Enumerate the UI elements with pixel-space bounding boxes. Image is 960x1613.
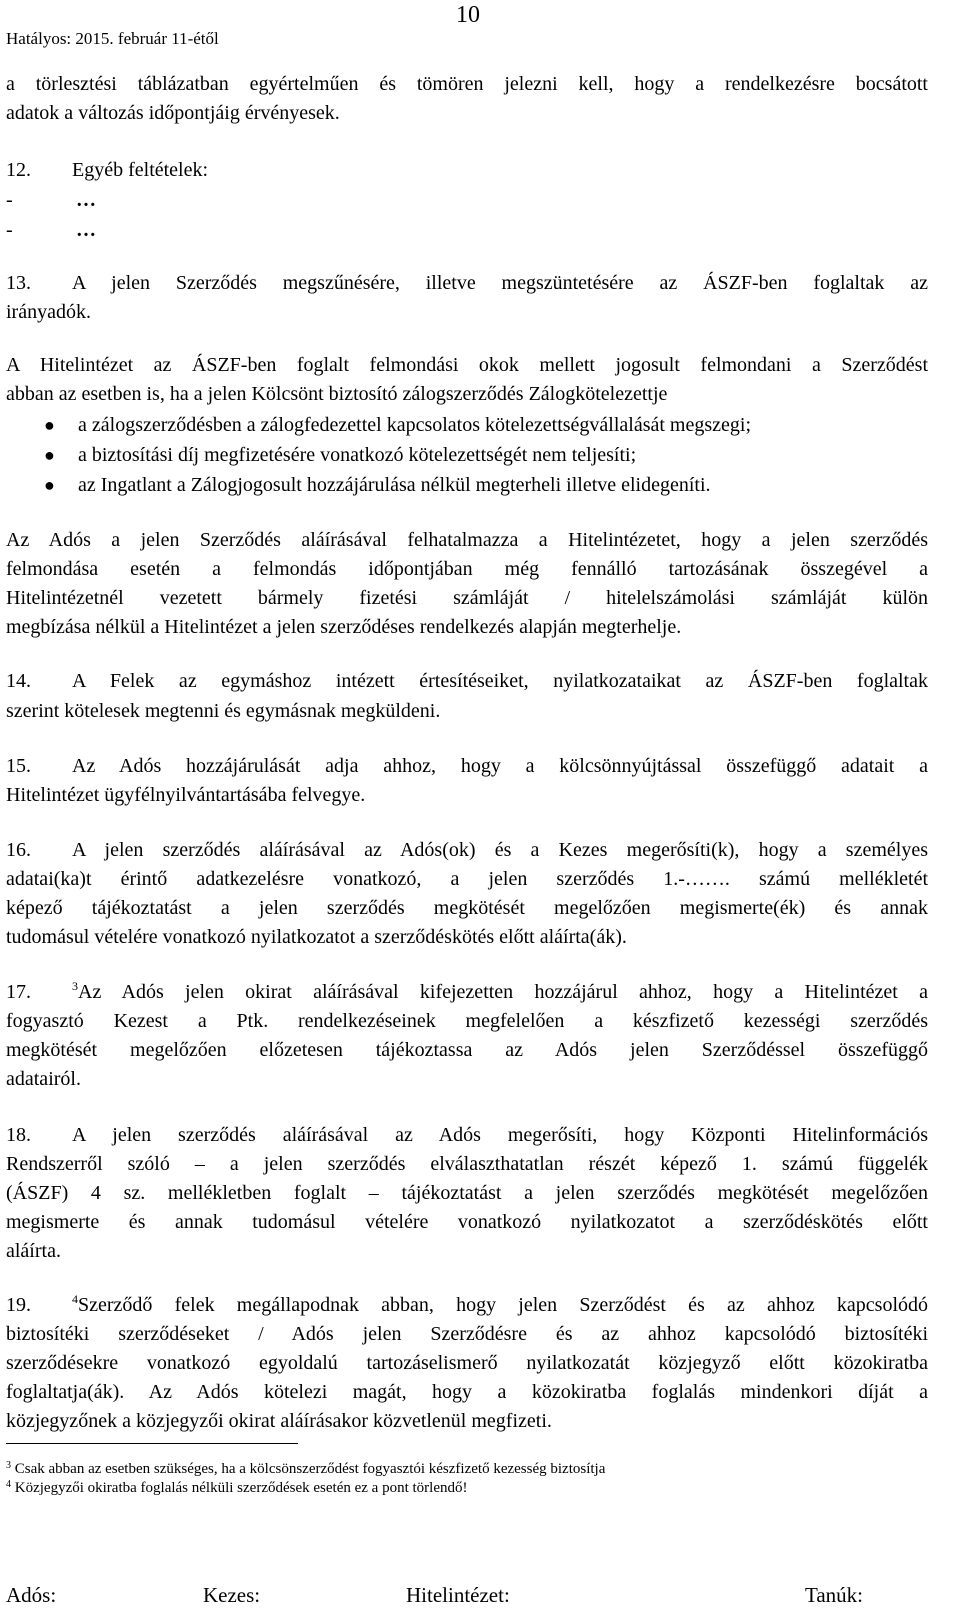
section-14-line — [6, 668, 928, 694]
section-text: A Felek az egymáshoz intézett értesítéseiket, nyilatkozataikat az ÁSZF-ben foglaltak — [72, 670, 928, 692]
section-12-heading — [6, 157, 928, 183]
footnote-text: Közjegyzői okiratba foglalás nélküli szerződések esetén ez a pont törlendő! — [14, 1480, 468, 1496]
section-15-line: Hitelintézet ügyfélnyilvántartásába felvegye. — [6, 784, 366, 806]
intro-line: a törlesztési táblázatban egyértelműen és tömören jelezni kell, hogy a rendelkezésre bocsátott — [6, 73, 928, 95]
section-14-line: szerint kötelesek megtenni és egymásnak megküldeni. — [6, 700, 441, 722]
dash-marker: - — [6, 219, 13, 241]
footnote-ref: 3 — [72, 979, 78, 993]
section-number: 17. — [6, 981, 31, 1003]
section-17-line — [6, 979, 928, 1005]
section-18-line: Rendszerről szóló – a jelen szerződés elválaszthatatlan részét képező 1. számú függelék — [6, 1153, 928, 1175]
footnote-text: Csak abban az esetben szükséges, ha a kölcsönszerződést fogyasztói készfizető kezesség biztosítja — [14, 1461, 606, 1477]
effective-date: Hatályos: 2015. február 11-étől — [6, 29, 219, 48]
authorization-line: Az Adós a jelen Szerződés aláírásával felhatalmazza a Hitelintézetet, hogy a jelen szerződés — [6, 529, 928, 551]
dash-marker: - — [6, 189, 13, 211]
section-16-line — [6, 837, 928, 863]
bullet-icon: ● — [44, 475, 55, 495]
section-text: Az Adós hozzájárulását adja ahhoz, hogy a kölcsönnyújtással összefüggő adatait a — [72, 755, 928, 777]
section-17-line: megkötését megelőzően előzetesen tájékoztassa az Adós jelen Szerződéssel összefüggő — [6, 1039, 928, 1061]
bullet-item: a zálogszerződésben a zálogfedezettel kapcsolatos kötelezettségvállalását megszegi; — [78, 414, 752, 436]
termination-line: A Hitelintézet az ÁSZF-ben foglalt felmondási okok mellett jogosult felmondani a Szerződést — [6, 354, 928, 376]
section-18-line: megismerte és annak tudomásul vételére vonatkozó nyilatkozatot a szerződéskötés előtt — [6, 1211, 928, 1233]
termination-line: abban az esetben is, ha a jelen Kölcsönt biztosító zálogszerződés Zálogkötelezettje — [6, 383, 668, 405]
authorization-line: megbízása nélkül a Hitelintézet a jelen szerződéses rendelkezés alapján megterhelje. — [6, 616, 682, 638]
section-13-line: irányadók. — [6, 301, 91, 323]
authorization-line: Hitelintézetnél vezetett bármely fizetési számláját / hitelelszámolási számláját külön — [6, 587, 928, 609]
section-18-line — [6, 1122, 928, 1148]
section-18-line: (ÁSZF) 4 sz. mellékletben foglalt – tájékoztatást a jelen szerződés megkötését megelőzően — [6, 1182, 928, 1204]
section-19-line: biztosítéki szerződéseket / Adós jelen Szerződésre és az ahhoz kapcsolódó biztosítéki — [6, 1323, 928, 1345]
section-15-line — [6, 753, 928, 779]
footnote-mark: 4 — [6, 1479, 11, 1490]
section-18-line: aláírta. — [6, 1240, 61, 1262]
section-number: 12. — [6, 159, 31, 181]
footnote — [6, 1460, 605, 1478]
bullet-icon: ● — [44, 415, 55, 435]
signature-lender-label: Hitelintézet: — [406, 1583, 510, 1607]
section-title: Egyéb feltételek: — [72, 159, 209, 181]
signature-guarantor-label: Kezes: — [203, 1583, 261, 1607]
section-17-line: fogyasztó Kezest a Ptk. rendelkezéseinek megfelelően a készfizető kezességi szerződés — [6, 1010, 928, 1032]
section-16-line: tudomásul vételére vonatkozó nyilatkozatot a szerződéskötés előtt aláírta(ák). — [6, 926, 627, 948]
section-19-line: foglaltatja(ák). Az Adós kötelezi magát, hogy a közokiratba foglalás mindenkori díját a — [6, 1381, 928, 1403]
section-text: A jelen szerződés aláírásával az Adós megerősíti, hogy Központi Hitelinformációs — [72, 1124, 928, 1146]
page-number: 10 — [456, 2, 480, 28]
signature-debtor-label: Adós: — [6, 1583, 57, 1607]
section-13-line — [6, 270, 928, 296]
intro-line: adatok a változás időpontjáig érvényesek. — [6, 102, 340, 124]
section-number: 16. — [6, 839, 31, 861]
section-number: 13. — [6, 272, 31, 294]
section-12-item — [6, 217, 928, 243]
section-number: 18. — [6, 1124, 31, 1146]
bullet-item: a biztosítási díj megfizetésére vonatkozó kötelezettségét nem teljesíti; — [78, 444, 637, 466]
ellipsis-placeholder: … — [76, 189, 96, 211]
section-text: A jelen Szerződés megszűnésére, illetve megszüntetésére az ÁSZF-ben foglaltak az — [72, 272, 928, 294]
ellipsis-placeholder: … — [76, 219, 96, 241]
section-19-line — [6, 1292, 928, 1318]
footnote — [6, 1479, 468, 1497]
section-17-line: adatairól. — [6, 1068, 81, 1090]
footnote-mark: 3 — [6, 1460, 11, 1471]
section-16-line: adatai(ka)t érintő adatkezelésre vonatkozó, a jelen szerződés 1.-……. számú mellékletét — [6, 868, 928, 890]
signature-witnesses-label: Tanúk: — [805, 1583, 864, 1607]
section-19-line: szerződésekre vonatkozó egyoldalú tartozáselismerő nyilatkozatát közjegyző előtt közokiratba — [6, 1352, 928, 1374]
section-text: Az Adós jelen okirat aláírásával kifejezetten hozzájárul ahhoz, hogy a Hitelintézet a — [78, 981, 928, 1003]
bullet-item: az Ingatlant a Zálogjogosult hozzájárulása nélkül megterheli illetve elidegeníti. — [78, 474, 711, 496]
section-text: A jelen szerződés aláírásával az Adós(ok) és a Kezes megerősíti(k), hogy a személyes — [72, 839, 928, 861]
section-text: Szerződő felek megállapodnak abban, hogy jelen Szerződést és az ahhoz kapcsolódó — [78, 1294, 928, 1316]
section-19-line: közjegyzőnek a közjegyzői okirat aláírásakor közvetlenül megfizeti. — [6, 1410, 552, 1432]
section-number: 19. — [6, 1294, 31, 1316]
section-16-line: képező tájékoztatást a jelen szerződés megkötését megelőzően megismerte(ék) és annak — [6, 897, 928, 919]
authorization-line: felmondása esetén a felmondás időpontjában még fennálló tartozásának összegével a — [6, 558, 928, 580]
section-12-item — [6, 187, 928, 213]
bullet-icon: ● — [44, 445, 55, 465]
section-number: 14. — [6, 670, 31, 692]
section-number: 15. — [6, 755, 31, 777]
footnote-ref: 4 — [72, 1292, 78, 1306]
footnote-divider — [6, 1443, 298, 1444]
